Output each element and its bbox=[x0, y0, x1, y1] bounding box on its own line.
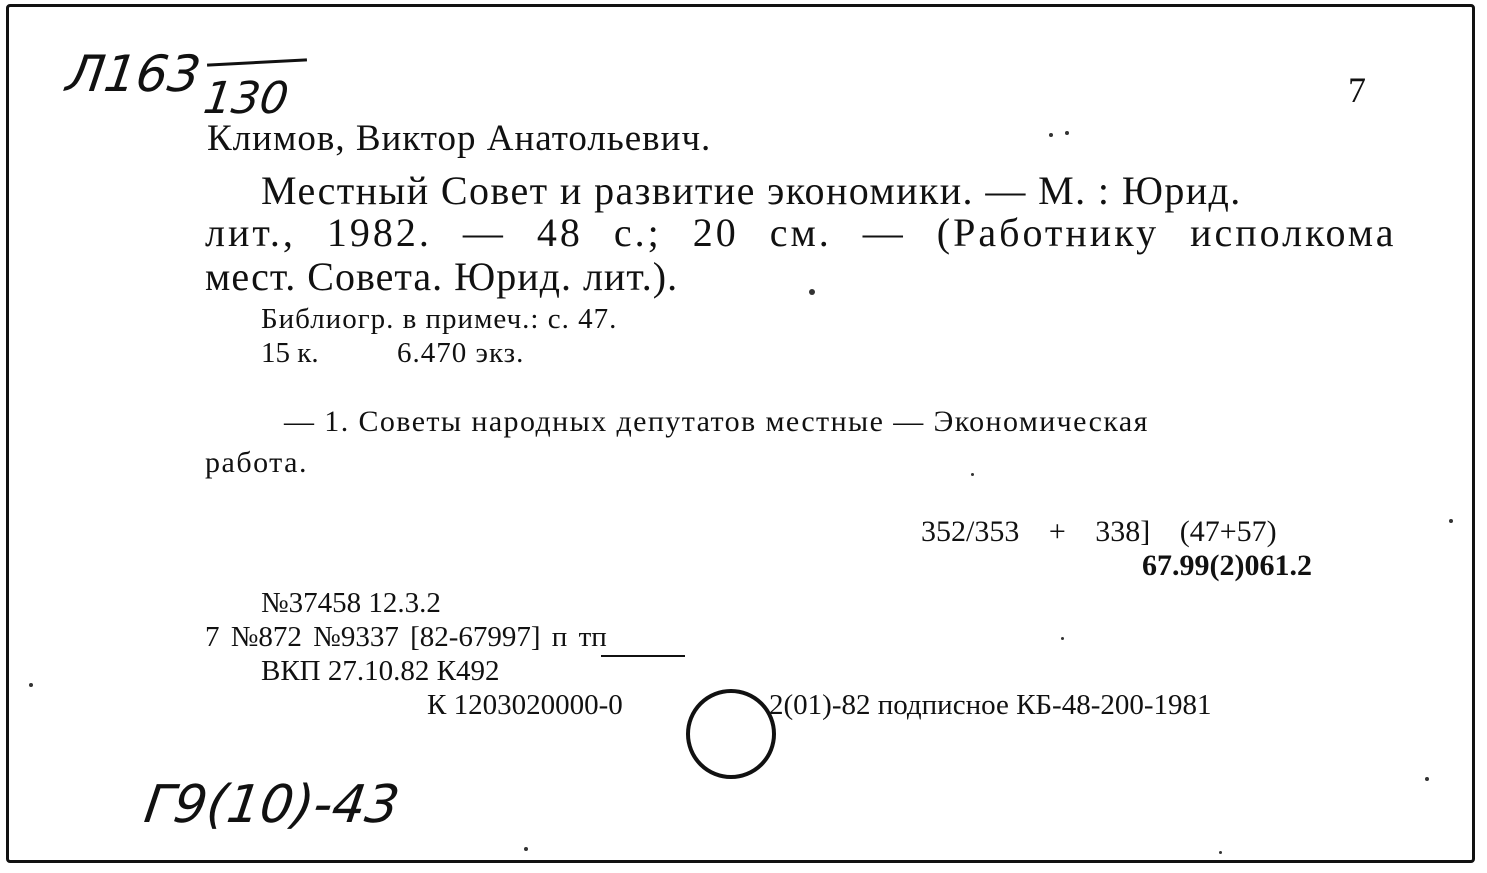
title-line-3: мест. Совета. Юрид. лит.). bbox=[205, 254, 679, 299]
handwritten-code-top: Л163 bbox=[62, 45, 205, 103]
title-line-1: Местный Совет и развитие экономики. — М. : Юрид. bbox=[261, 168, 1242, 213]
speck bbox=[524, 847, 528, 851]
handwritten-code-bottom: Г9(10)-43 bbox=[140, 775, 403, 835]
record-line-3: ВКП 27.10.82 К492 bbox=[261, 655, 500, 687]
handwritten-code-top-sub: 130 bbox=[200, 73, 292, 124]
card-number: 7 bbox=[1348, 70, 1366, 110]
catalog-code: К 1203020000-0 bbox=[427, 689, 623, 721]
speck bbox=[1425, 777, 1429, 781]
speck bbox=[1219, 851, 1222, 854]
speck bbox=[971, 473, 974, 476]
record-line-1: №37458 12.3.2 bbox=[261, 587, 441, 619]
speck bbox=[809, 289, 815, 295]
circle-stamp-icon bbox=[681, 684, 781, 784]
speck bbox=[29, 683, 33, 687]
classification-udc: 352/353 + 338] (47+57) bbox=[921, 515, 1277, 548]
copies: 6.470 экз. bbox=[397, 337, 525, 369]
catalog-card bbox=[6, 4, 1475, 863]
speck bbox=[1449, 519, 1453, 523]
speck bbox=[1049, 133, 1053, 137]
bibliography-note: Библиогр. в примеч.: с. 47. bbox=[261, 303, 618, 335]
author-heading: Климов, Виктор Анатольевич. bbox=[207, 118, 712, 159]
record-line-2: 7 №872 №9337 [82-67997] п тп bbox=[205, 621, 607, 653]
subject-line-2: работа. bbox=[205, 446, 308, 479]
title-line-2: лит., 1982. — 48 с.; 20 см. — (Работнику исполкома bbox=[205, 210, 1397, 255]
speck bbox=[1065, 131, 1069, 135]
handwritten-code-overline bbox=[207, 58, 307, 66]
classification-bbk: 67.99(2)061.2 bbox=[1142, 549, 1312, 582]
subject-line-1: — 1. Советы народных депутатов местные — Экономическая bbox=[284, 405, 1149, 438]
price: 15 к. bbox=[261, 337, 319, 369]
speck bbox=[1061, 637, 1064, 640]
catalog-code-tail: 2(01)-82 подписное КБ-48-200-1981 bbox=[769, 689, 1212, 721]
record-underline bbox=[601, 655, 685, 657]
